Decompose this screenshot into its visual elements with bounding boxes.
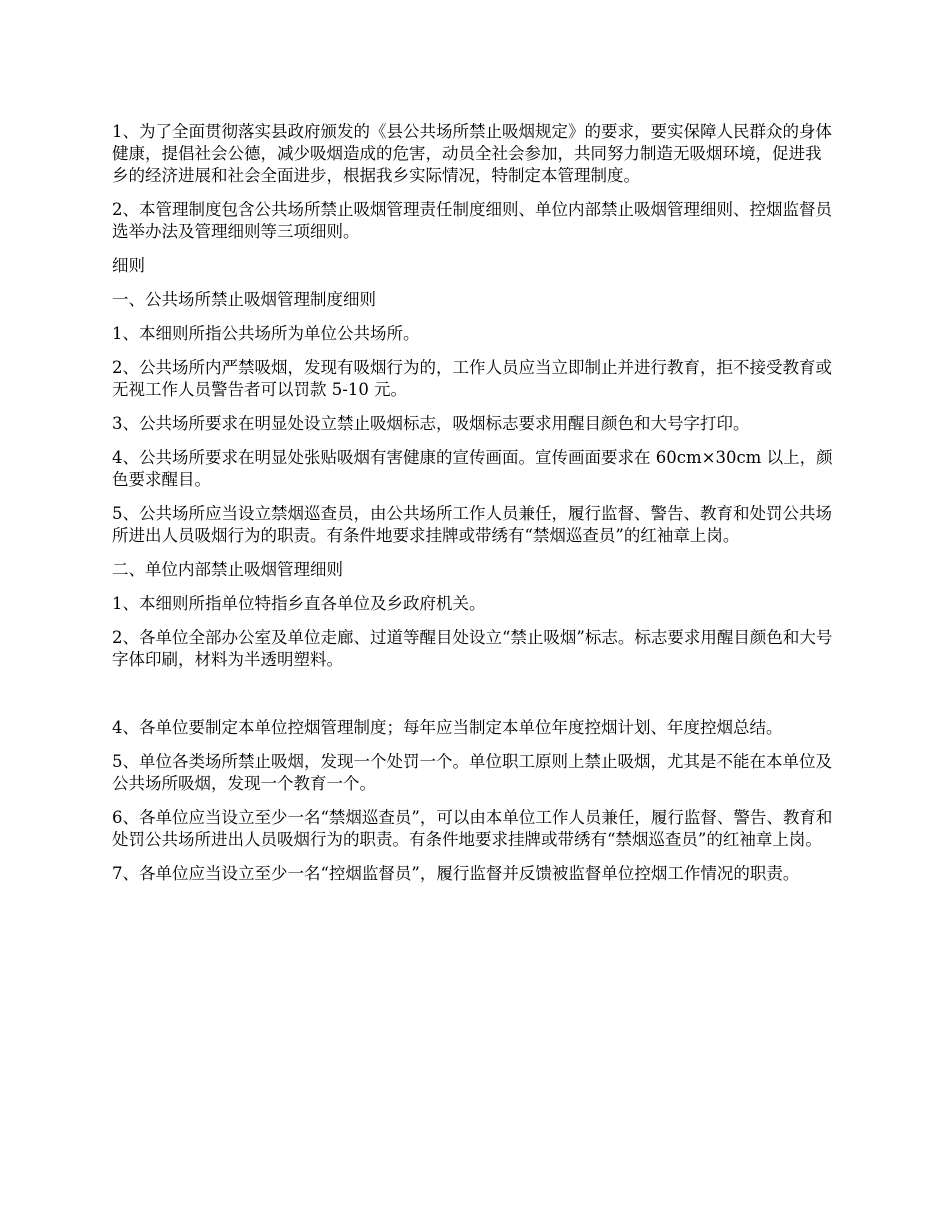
public-rule-2: 2、公共场所内严禁吸烟，发现有吸烟行为的，工作人员应当立即制止并进行教育，拒不接受教育或无视工作人员警告者可以罚款 5-10 元。: [112, 358, 832, 399]
public-rule-5: 5、公共场所应当设立禁烟巡查员，由公共场所工作人员兼任，履行监督、警告、教育和处罚公共场所进出人员吸烟行为的职责。有条件地要求挂牌或带绣有“禁烟巡查员”的红袖章上岗。: [112, 504, 832, 545]
internal-rule-5: 5、单位各类场所禁止吸烟，发现一个处罚一个。单位职工原则上禁止吸烟，尤其是不能在本单位及公共场所吸烟，发现一个教育一个。: [112, 752, 832, 793]
public-rule-1: 1、本细则所指公共场所为单位公共场所。: [112, 324, 420, 343]
paragraph-1: 1、为了全面贯彻落实县政府颁发的《县公共场所禁止吸烟规定》的要求，要实保障人民群众的身体健康，提倡社会公德，减少吸烟造成的危害，动员全社会参加，共同努力制造无吸烟环境，促进我乡的经济进展和社会全面进步，根据我乡实际情况，特制定本管理制度。: [112, 122, 832, 185]
paragraph-2: 2、本管理制度包含公共场所禁止吸烟管理责任制度细则、单位内部禁止吸烟管理细则、控烟监督员选举办法及管理细则等三项细则。: [112, 200, 832, 241]
public-rule-3: 3、公共场所要求在明显处设立禁止吸烟标志，吸烟标志要求用醒目颜色和大号字打印。: [112, 414, 750, 433]
section-heading-internal: 二、单位内部禁止吸烟管理细则: [112, 560, 343, 579]
section-heading-rules: 细则: [112, 256, 145, 275]
internal-rule-4: 4、各单位要制定本单位控烟管理制度；每年应当制定本单位年度控烟计划、年度控烟总结。: [112, 718, 783, 737]
internal-rule-2: 2、各单位全部办公室及单位走廊、过道等醒目处设立“禁止吸烟”标志。标志要求用醒目颜色和大号字体印刷，材料为半透明塑料。: [112, 628, 833, 669]
internal-rule-7: 7、各单位应当设立至少一名“控烟监督员”，履行监督并反馈被监督单位控烟工作情况的职责。: [112, 864, 800, 883]
document-body: [112, 121, 837, 897]
section-heading-public-places: 一、公共场所禁止吸烟管理制度细则: [112, 290, 376, 309]
blank-gap: [112, 683, 837, 717]
internal-rule-1: 1、本细则所指单位特指乡直各单位及乡政府机关。: [112, 594, 486, 613]
public-rule-4: 4、公共场所要求在明显处张贴吸烟有害健康的宣传画面。宣传画面要求在 60cm×30cm 以上，颜色要求醒目。: [112, 448, 833, 489]
internal-rule-6: 6、各单位应当设立至少一名“禁烟巡查员”，可以由本单位工作人员兼任，履行监督、警告、教育和处罚公共场所进出人员吸烟行为的职责。有条件地要求挂牌或带绣有“禁烟巡查员”的红袖章上岗。: [112, 808, 833, 849]
